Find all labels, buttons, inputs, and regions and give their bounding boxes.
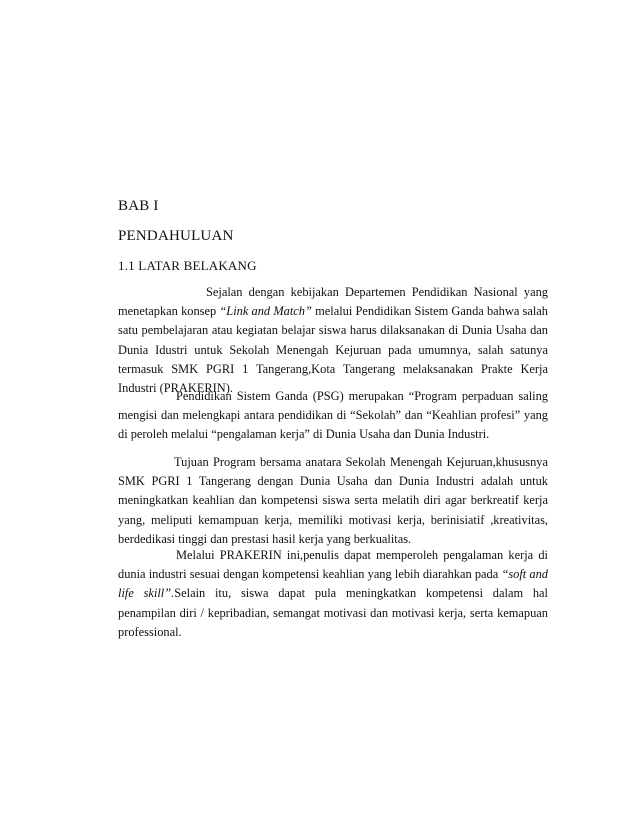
paragraph-text: Melalui PRAKERIN ini,penulis dapat memperoleh pengalaman kerja di dunia industri sesuai dengan kompetensi keahlian yang lebih diarahkan pada xyxy=(118,548,548,582)
paragraph-text: Pendidikan Sistem Ganda (PSG) merupakan “Program perpaduan saling mengisi dan melengkapi antara pendidikan di “Sekolah” dan “Keahlian profesi” yang di peroleh melalui “pengalaman kerja” di Dunia Usaha dan Dunia Industri. xyxy=(118,389,548,442)
paragraph-text: Tujuan Program bersama anatara Sekolah Menengah Kejuruan,khususnya SMK PGRI 1 Tangerang dengan Dunia Usaha dan Dunia Industri adalah untuk meningkatkan keahlian dan kompetensi siswa serta melatih diri agar berkreatif kerja yang, meliputi kemampuan kerja, memiliki motivasi kerja, berinisiatif ,kreativitas, berdedikasi tinggi dan prestasi hasil kerja yang berkualitas. xyxy=(118,455,548,546)
section-heading: 1.1 LATAR BELAKANG xyxy=(118,258,257,273)
paragraph-text: Sejalan dengan kebijakan Departemen Pendidikan Nasional yang menetapkan konsep xyxy=(118,285,548,319)
paragraph-4 xyxy=(118,546,548,642)
paragraph-2 xyxy=(118,387,548,445)
paragraph-text: melalui Pendidikan Sistem Ganda bahwa salah satu pembelajaran atau kegiatan belajar siswa harus dilaksanakan di Dunia Usaha dan Dunia Idustri untuk Sekolah Menengah Kejuruan pada umumnya, salah satunya termasuk SMK PGRI 1 Tangerang,Kota Tangerang melaksanakan Prakte Kerja Industri (PRAKERIN). xyxy=(118,304,548,396)
paragraph-emphasis: “Link and Match” xyxy=(219,304,312,319)
paragraph-text: Selain itu, siswa dapat pula meningkatkan kompetensi dalam hal penampilan diri / kepribadian, semangat motivasi dan motivasi kerja, serta kemapuan professional. xyxy=(118,586,548,639)
paragraph-1 xyxy=(118,283,548,398)
paragraph-emphasis: “soft and life skill”. xyxy=(118,567,548,601)
chapter-title: PENDAHULUAN xyxy=(118,228,234,244)
chapter-label: BAB I xyxy=(118,198,159,214)
paragraph-3 xyxy=(118,453,548,549)
